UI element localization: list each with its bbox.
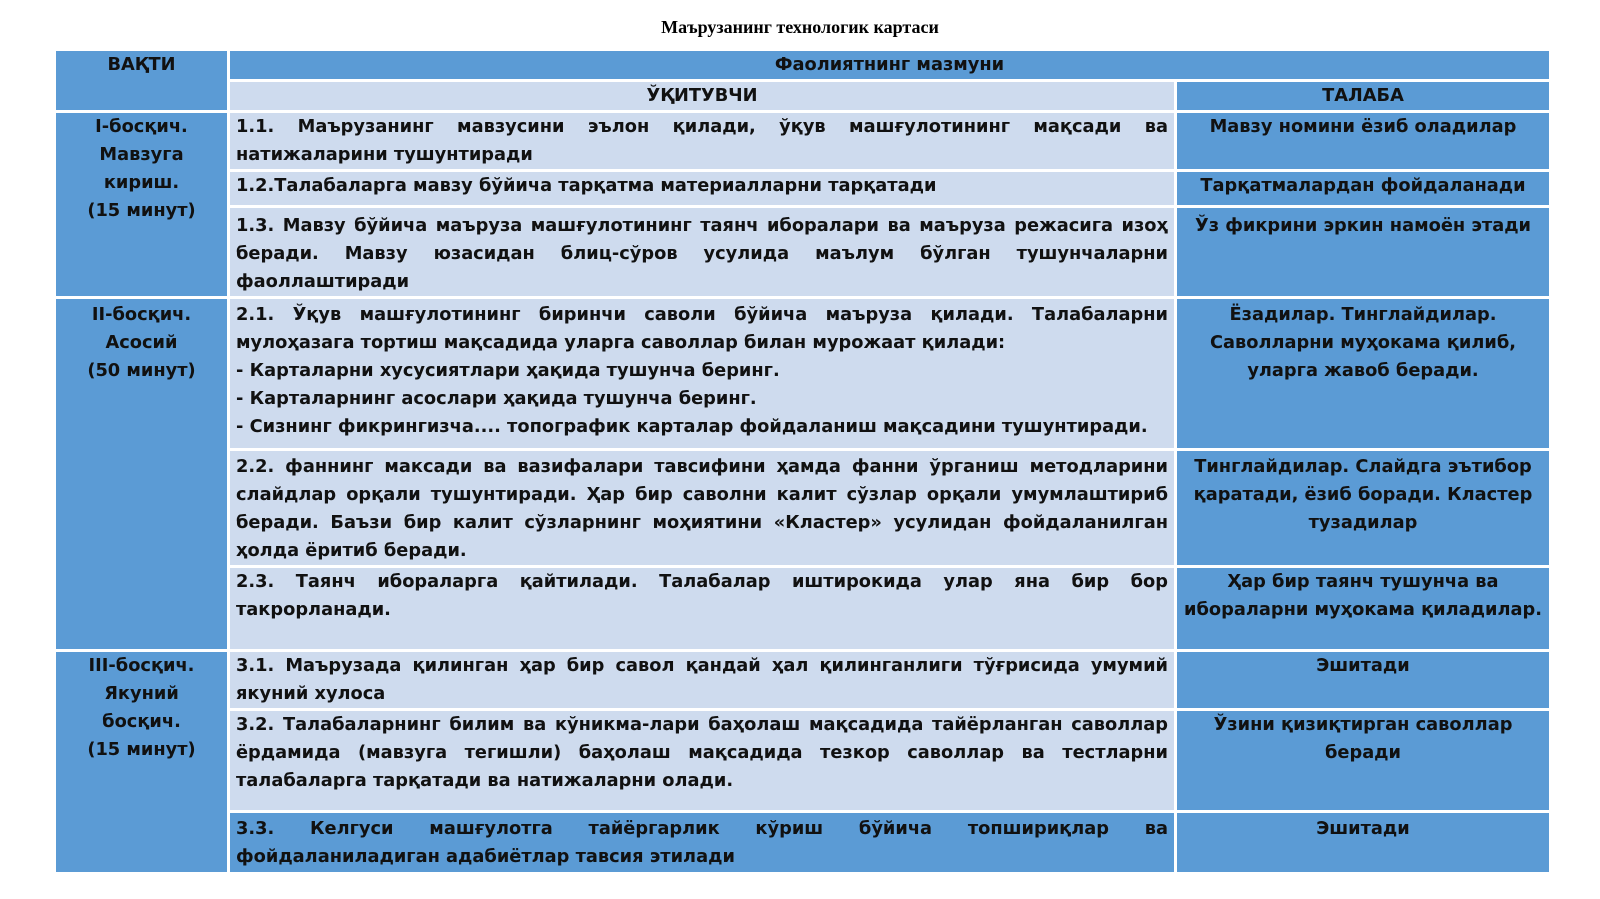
- stage-duration: (15 минут): [87, 739, 196, 760]
- stage-1-cell: [55, 112, 229, 298]
- teacher-activity-1-2: 1.2.Талабаларга мавзу бўйича тарқатма материалларни тарқатади: [229, 171, 1176, 207]
- question-item: - Сизнинг фикрингизча.... топографик карталар фойдаланиш мақсадини тушунтиради.: [236, 416, 1148, 437]
- student-activity-2-1: Ёзадилар. Тинглайдилар. Саволларни муҳокама қилиб, уларга жавоб беради.: [1176, 298, 1551, 450]
- student-activity-2-2: Тинглайдилар. Слайдга эътибор қаратади, ёзиб боради. Кластер тузадилар: [1176, 450, 1551, 567]
- teacher-activity-2-3: 2.3. Таянч ибораларга қайтилади. Талабалар иштирокида улар яна бир бор такрорланади.: [229, 567, 1176, 651]
- teacher-activity-3-1: 3.1. Маърузада қилинган ҳар бир савол қандай ҳал қилинганлиги тўғрисида умумий якуний хулоса: [229, 651, 1176, 710]
- teacher-activity-3-2: 3.2. Талабаларнинг билим ва кўникма-лари баҳолаш мақсадида тайёрланган саволлар ёрдамида (мавзуга тегишли) баҳолаш мақсадида тезкор саволлар ва тестларни талабаларга тарқатади ва натижаларни олади.: [229, 710, 1176, 812]
- teacher-activity-3-3: 3.3. Келгуси машғулотга тайёргарлик кўриш бўйича топшириқлар ва фойдаланиладиган адабиётлар тавсия этилади: [229, 812, 1176, 874]
- header-student: ТАЛАБА: [1176, 81, 1551, 112]
- stage-subtitle: Мавзуга кириш.: [99, 144, 184, 193]
- stage-duration: (50 минут): [87, 360, 196, 381]
- header-time: ВАҚТИ: [55, 50, 229, 112]
- page-title: Маърузанинг технологик картаси: [661, 17, 939, 37]
- student-activity-3-1: Эшитади: [1176, 651, 1551, 710]
- stage-subtitle: Асосий: [105, 332, 178, 353]
- question-item: - Карталарни хусусиятлари ҳақида тушунча беринг.: [236, 360, 780, 381]
- student-activity-3-3: Эшитади: [1176, 812, 1551, 874]
- stage-name: I-босқич.: [95, 116, 188, 137]
- question-item: - Карталарнинг асослари ҳақида тушунча беринг.: [236, 388, 757, 409]
- teacher-activity-2-1: [229, 298, 1176, 450]
- stage-3-cell: [55, 651, 229, 874]
- teacher-activity-1-3: 1.3. Мавзу бўйича маъруза машғулотининг таянч иборалари ва маъруза режасига изоҳ беради. Мавзу юзасидан блиц-сўров усулида маълум бўлган тушунчаларни фаоллаштиради: [229, 207, 1176, 298]
- student-activity-1-2: Тарқатмалардан фойдаланади: [1176, 171, 1551, 207]
- stage-name: II-босқич.: [91, 304, 192, 325]
- teacher-activity-2-2: 2.2. фаннинг максади ва вазифалари тавсифини ҳамда фанни ўрганиш методларини слайдлар орқали тушунтиради. Ҳар бир саволни калит сўзлар орқали умумлаштириб беради. Баъзи бир калит сўзларнинг моҳиятини «Кластер» усулидан фойдаланилган ҳолда ёритиб беради.: [229, 450, 1176, 567]
- teacher-activity-1-1: 1.1. Маърузанинг мавзусини эълон қилади, ўқув машғулотининг мақсади ва натижаларини тушунтиради: [229, 112, 1176, 171]
- student-activity-1-1: Мавзу номини ёзиб оладилар: [1176, 112, 1551, 171]
- stage-2-cell: [55, 298, 229, 651]
- stage-duration: (15 минут): [87, 200, 196, 221]
- header-teacher: ЎҚИТУВЧИ: [229, 81, 1176, 112]
- student-activity-3-2: Ўзини қизиқтирган саволлар беради: [1176, 710, 1551, 812]
- header-activity-content: Фаолиятнинг мазмуни: [229, 50, 1551, 81]
- technology-map-table: [53, 48, 1552, 875]
- stage-name: III-босқич.: [88, 655, 195, 676]
- student-activity-2-3: Ҳар бир таянч тушунча ва ибораларни муҳокама қиладилар.: [1176, 567, 1551, 651]
- student-activity-1-3: Ўз фикрини эркин намоён этади: [1176, 207, 1551, 298]
- stage-subtitle: Якуний босқич.: [102, 683, 181, 732]
- teacher-activity-text: 2.1. Ўқув машғулотининг биринчи саволи бўйича маъруза қилади. Талабаларни мулоҳазага тортиш мақсадида уларга саволлар билан мурожаат қилади:: [236, 304, 1168, 353]
